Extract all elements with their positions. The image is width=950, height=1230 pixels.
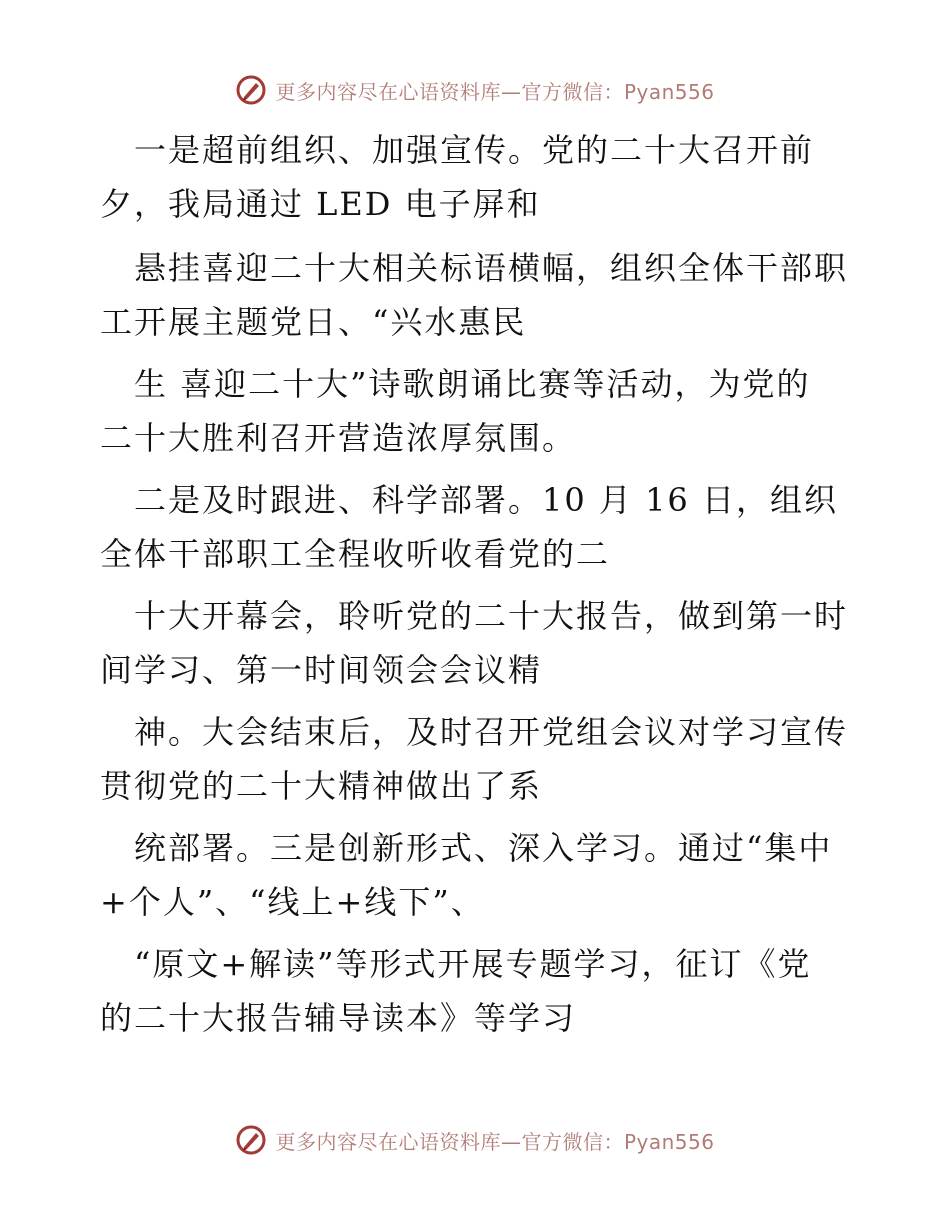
footer-banner bbox=[0, 1120, 950, 1160]
banner-text: 更多内容尽在心语资料库—官方微信：Pyan556 bbox=[275, 1129, 715, 1154]
text-line: 间学习、第一时间领会会议精 bbox=[100, 651, 543, 689]
text-line: 悬挂喜迎二十大相关标语横幅，组织全体干部职 bbox=[134, 249, 849, 287]
text-line: 一是超前组织、加强宣传。党的二十大召开前 bbox=[134, 131, 815, 169]
text-line: 二是及时跟进、科学部署。10 月 16 日，组织 bbox=[134, 481, 838, 519]
text-line: 贯彻党的二十大精神做出了系 bbox=[100, 767, 543, 805]
text-line: 工开展主题党日、“兴水惠民 bbox=[100, 303, 527, 341]
text-line: +个人”、“线上+线下”、 bbox=[100, 883, 485, 921]
pen-logo-icon bbox=[235, 1124, 267, 1156]
text-line: 夕，我局通过 LED 电子屏和 bbox=[100, 185, 541, 223]
text-line: 的二十大报告辅导读本》等学习 bbox=[100, 999, 577, 1037]
header-banner bbox=[0, 70, 950, 110]
text-line: 全体干部职工全程收听收看党的二 bbox=[100, 535, 611, 573]
text-line: 生 喜迎二十大”诗歌朗诵比赛等活动，为党的 bbox=[134, 365, 811, 403]
banner-text: 更多内容尽在心语资料库—官方微信：Pyan556 bbox=[275, 79, 715, 104]
text-line: 统部署。三是创新形式、深入学习。通过“集中 bbox=[134, 829, 833, 867]
text-line: “原文+解读”等形式开展专题学习，征订《党 bbox=[134, 945, 812, 983]
pen-logo-icon bbox=[235, 74, 267, 106]
text-line: 神。大会结束后，及时召开党组会议对学习宣传 bbox=[134, 713, 849, 751]
text-line: 十大开幕会，聆听党的二十大报告，做到第一时 bbox=[134, 597, 849, 635]
text-line: 二十大胜利召开营造浓厚氛围。 bbox=[100, 419, 577, 457]
